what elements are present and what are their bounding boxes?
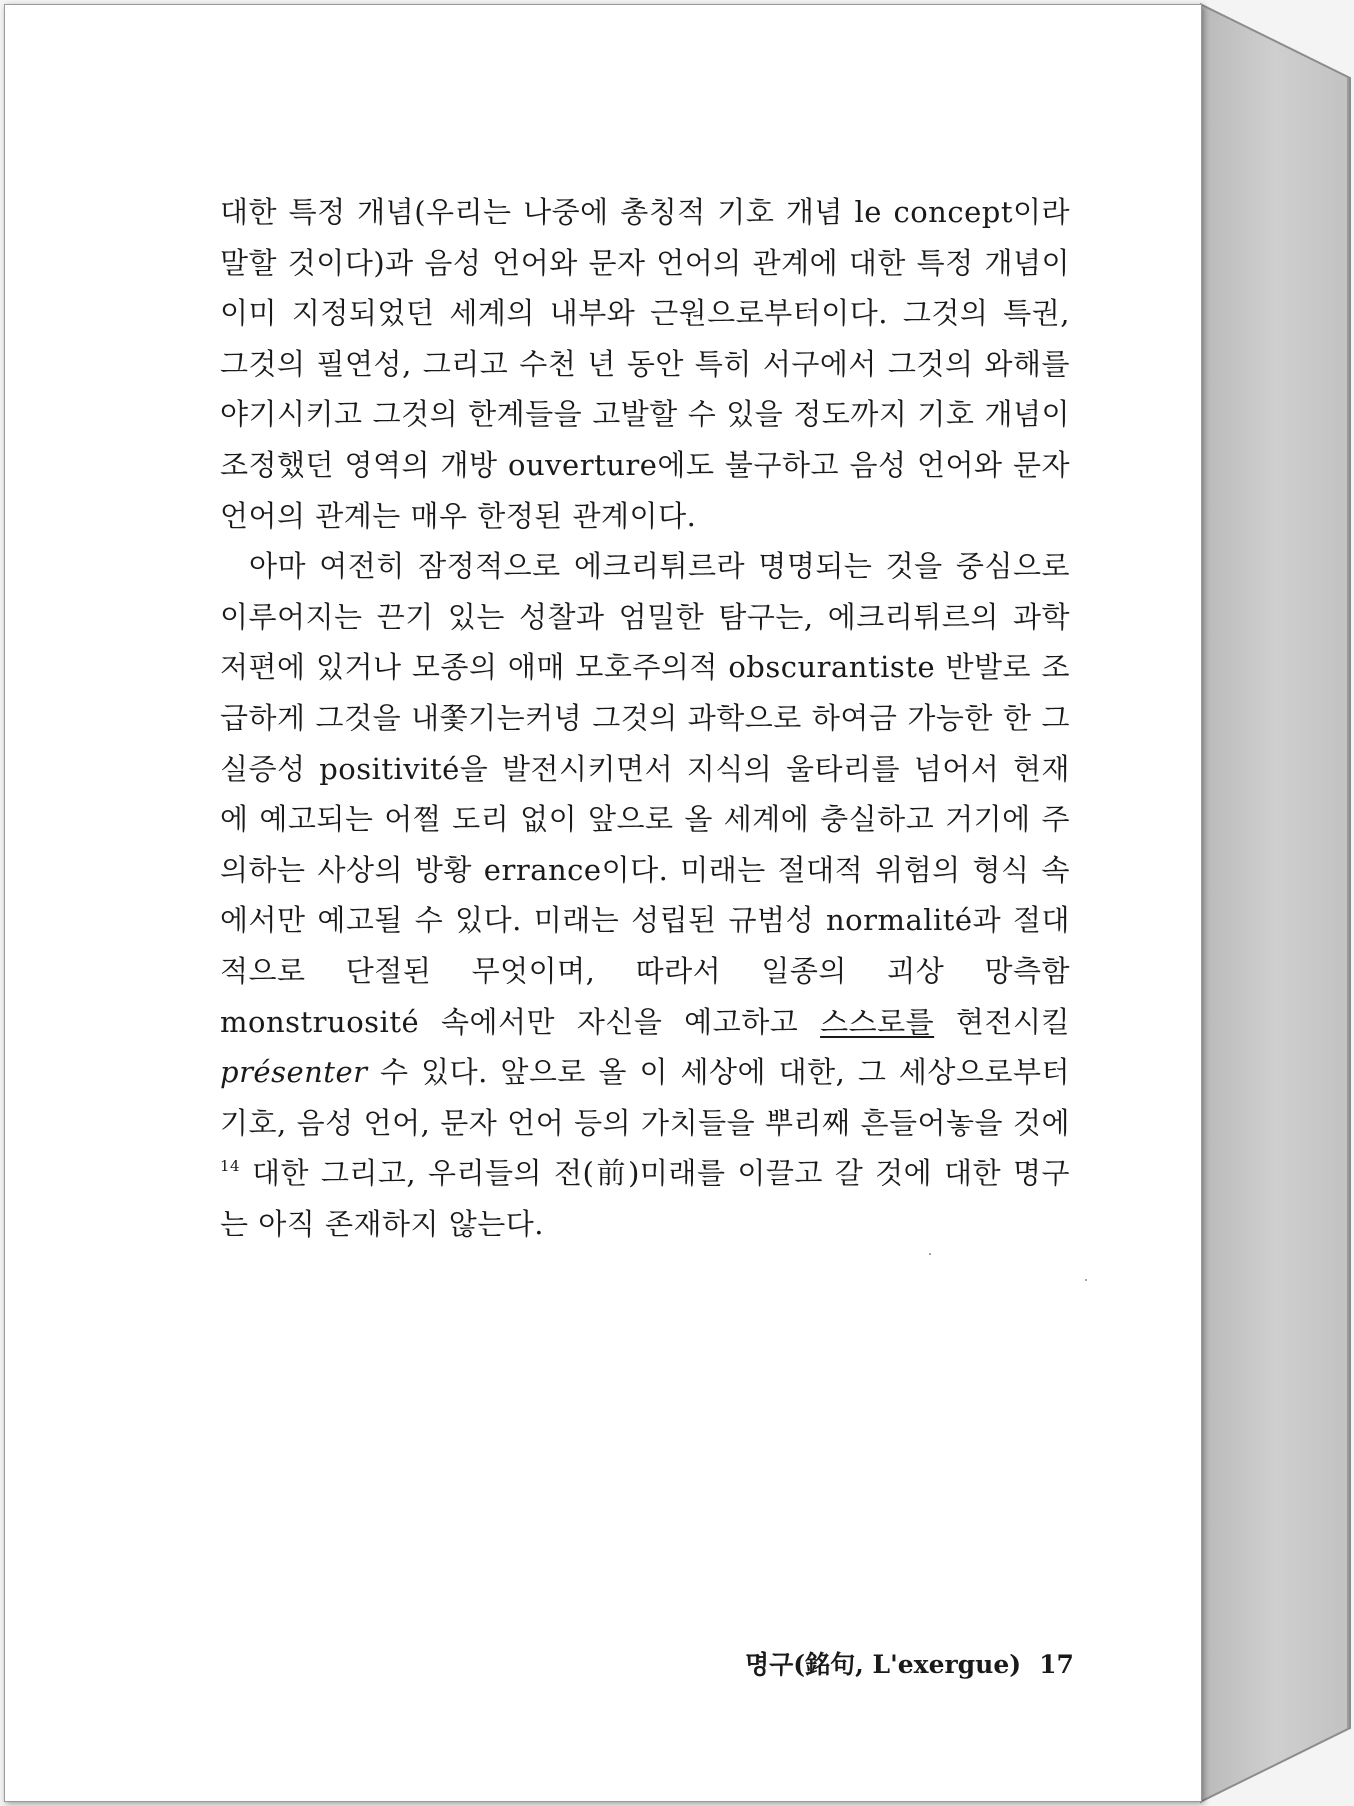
text-segment: présenter	[220, 1055, 368, 1090]
text-segment: 수 있다. 앞으로 올 이 세상에 대한, 그 세상으로부터 기호, 음성 언어, 문자 언어 등의 가치들을 뿌리째 흔들어놓을 것에	[220, 1055, 1070, 1140]
page-footer	[745, 1645, 1074, 1681]
paragraph	[220, 187, 1070, 541]
text-segment: 대한 그리고, 우리들의 전(前)미래를 이끌고 갈 것에 대한 명구는 아직 존재하지 않는다.	[220, 1156, 1070, 1241]
footnote-marker: 14	[220, 1157, 241, 1176]
text-segment: 스스로를	[820, 1004, 935, 1039]
text-segment: 아마 여전히 잠정적으로 에크리튀르라 명명되는 것을 중심으로 이루어지는 끈기 있는 성찰과 엄밀한 탐구는, 에크리튀르의 과학 저편에 있거나 모종의 애매 모호주의적 obscurantiste 반발로 조급하게 그것을 내쫓기는커녕 그것의 과학으로 하여금 가능한 한 그 실증성 positivité을 발전시키면서 지식의 울타리를 넘어서 현재에 예고되는 어쩔 도리 없이 앞으로 올 세계에 충실하고 거기에 주의하는 사상의 방황 errance이다. 미래는 절대적 위험의 형식 속에서만 예고될 수 있다. 미래는 성립된 규범성 normalité과 절대적으로 단절된 무엇이며, 따라서 일종의 괴상 망측함 monstruosité 속에서만 자신을 예고하고	[220, 549, 1070, 1039]
text-segment: 현전시킬	[934, 1004, 1070, 1039]
document-page	[4, 4, 1202, 1802]
page-number: 17	[1039, 1650, 1074, 1679]
running-title: 명구(銘句, L'exergue)	[745, 1650, 1022, 1679]
scan-speck	[1085, 1279, 1087, 1281]
body-text	[220, 187, 1070, 1249]
text-segment: 대한 특정 개념(우리는 나중에 총칭적 기호 개념 le concept이라 말할 것이다)과 음성 언어와 문자 언어의 관계에 대한 특정 개념이 이미 지정되었던 세계의 내부와 근원으로부터이다. 그것의 특권, 그것의 필연성, 그리고 수천 년 동안 특히 서구에서 그것의 와해를 야기시키고 그것의 한계들을 고발할 수 있을 정도까지 기호 개념이 조정했던 영역의 개방 ouverture에도 불구하고 음성 언어와 문자 언어의 관계는 매우 한정된 관계이다.	[220, 195, 1070, 533]
scan-speck	[929, 1253, 931, 1255]
book-thickness-edge	[1200, 0, 1354, 1806]
paragraph	[220, 541, 1070, 1249]
